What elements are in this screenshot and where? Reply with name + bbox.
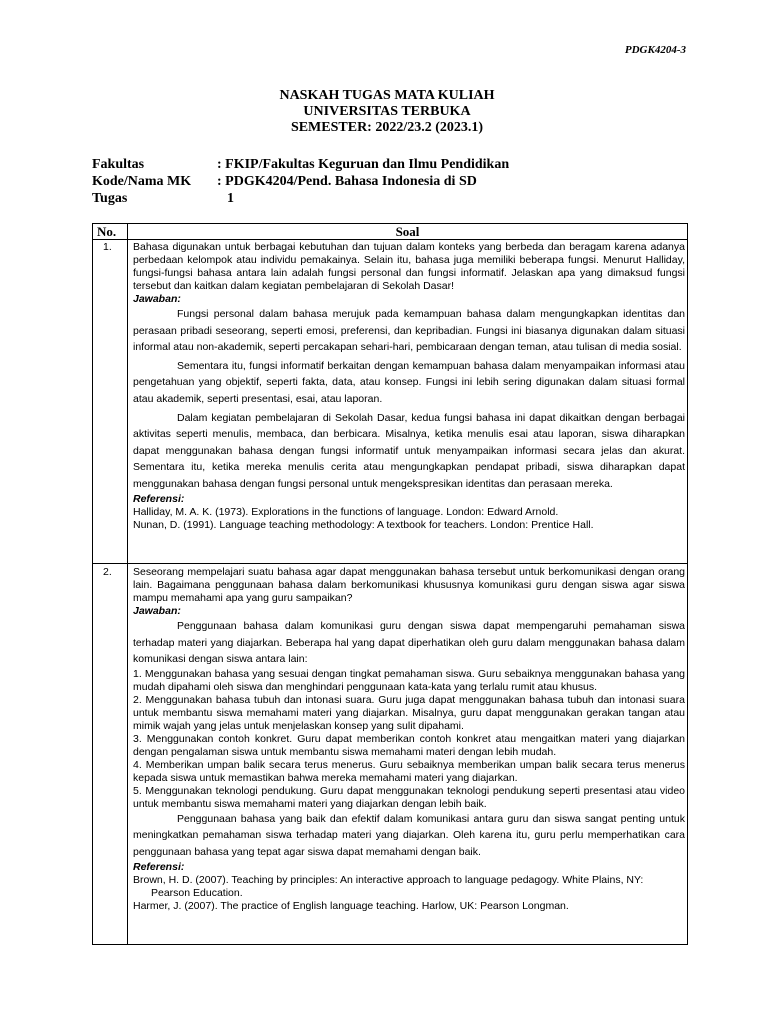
question-2-text: Seseorang mempelajari suatu bahasa agar dapat menggunakan bahasa tersebut untuk berkomunikasi dengan orang lain. Bagaimana penggunaan bahasa dalam berkomunikasi khususnya komunikasi guru dengan siswa agar siswa mampu memahami apa yang guru sampaikan? xyxy=(133,566,685,604)
tugas-label: Tugas xyxy=(92,191,128,206)
answer-1-label: Jawaban: xyxy=(133,293,181,305)
question-table xyxy=(92,223,688,945)
kode-value: : PDGK4204/Pend. Bahasa Indonesia di SD xyxy=(217,174,477,189)
title-line-3: SEMESTER: 2022/23.2 (2023.1) xyxy=(290,120,484,135)
question-2-cell xyxy=(133,566,685,913)
reference-2-item-1: Brown, H. D. (2007). Teaching by principles: An interactive approach to language pedagogy. White Plains, NY: Pearson Education. xyxy=(133,873,644,899)
reference-2-label: Referensi: xyxy=(133,860,185,873)
fakultas-label: Fakultas xyxy=(92,157,145,172)
answer-1-paragraph-2: Sementara itu, fungsi informatif berkaitan dengan kemampuan bahasa dalam menyampaikan informasi atau pengetahuan yang objektif, seperti fakta, data, atau konsep. Fungsi ini lebih sering digunakan dalam situasi formal atau akademik, seperti presentasi, esai, atau laporan. xyxy=(133,359,685,405)
reference-1-label: Referensi: xyxy=(133,492,185,505)
answer-2-item-5: 5. Menggunakan teknologi pendukung. Guru dapat menggunakan teknologi pendukung seperti presentasi atau video untuk membantu siswa memahami materi yang diajarkan dengan lebih baik. xyxy=(133,784,685,810)
question-2-number: 2. xyxy=(103,566,112,578)
kode-label: Kode/Nama MK xyxy=(92,174,192,189)
answer-2-item-2: 2. Menggunakan bahasa tubuh dan intonasi suara. Guru juga dapat menggunakan bahasa tubuh dan intonasi suara untuk membantu siswa memahami materi yang diajarkan. Misalnya, guru dapat menggunakan gerakan tangan atau mimik wajah yang jelas untuk menjelaskan konsep yang sulit dipahami. xyxy=(133,693,685,732)
reference-1-item-2: Nunan, D. (1991). Language teaching methodology: A textbook for teachers. London: Prentice Hall. xyxy=(133,518,594,531)
tugas-row xyxy=(92,190,509,207)
column-divider xyxy=(127,224,128,944)
answer-2-paragraph-1: Penggunaan bahasa dalam komunikasi guru dengan siswa dapat mempengaruhi pemahaman siswa terhadap materi yang diajarkan. Beberapa hal yang dapat diperhatikan oleh guru dalam menggunakan bahasa dalam komunikasi dengan siswa antara lain: xyxy=(133,620,685,666)
document-code: PDGK4204-3 xyxy=(624,44,686,56)
question-1-cell xyxy=(133,241,685,532)
course-info xyxy=(92,156,509,207)
reference-1-item-1: Halliday, M. A. K. (1973). Explorations in the functions of language. London: Edward Arnold. xyxy=(133,505,559,518)
title-line-2: UNIVERSITAS TERBUKA xyxy=(303,104,471,119)
answer-2-item-3: 3. Menggunakan contoh konkret. Guru dapat memberikan contoh konkret atau mengaitkan materi yang diajarkan dengan pengalaman siswa untuk membantu siswa memahami materi dengan lebih mudah. xyxy=(133,732,685,758)
question-1-text: Bahasa digunakan untuk berbagai kebutuhan dan tujuan dalam konteks yang berbeda dan beragam karena adanya perbedaan kelompok atau individu pemakainya. Selain itu, bahasa juga memiliki beberapa fungsi. Menurut Halliday, fungsi-fungsi bahasa antara lain adalah fungsi personal dan fungsi informatif. Jelaskan apa yang dimaksud fungsi tersebut dan kaitkan dalam kegiatan pembelajaran di Sekolah Dasar! xyxy=(133,241,685,292)
fakultas-value: : FKIP/Fakultas Keguruan dan Ilmu Pendidikan xyxy=(217,157,510,172)
answer-1-paragraph-1: Fungsi personal dalam bahasa merujuk pada kemampuan bahasa dalam mengungkapkan identitas dan perasaan pribadi seseorang, seperti emosi, preferensi, dan kepribadian. Fungsi ini biasanya digunakan dalam situasi informal atau non-akademik, seperti percakapan sehari-hari, pembicaraan dengan teman, atau tulisan di media sosial. xyxy=(133,308,685,354)
answer-1-paragraph-3: Dalam kegiatan pembelajaran di Sekolah Dasar, kedua fungsi bahasa ini dapat dikaitkan dengan berbagai aktivitas seperti menulis, membaca, dan berbicara. Misalnya, ketika menulis esai atau laporan, siswa diharapkan dapat menggunakan bahasa dengan fungsi informatif untuk menyampaikan informasi secara jelas dan akurat. Sementara itu, ketika mereka menulis cerita atau mengungkapkan pendapat pribadi, siswa diharapkan dapat menggunakan bahasa dengan fungsi personal untuk mengekspresikan identitas dan perasaan mereka. xyxy=(133,411,685,490)
tugas-value: 1 xyxy=(227,191,234,206)
reference-2-item-2: Harmer, J. (2007). The practice of English language teaching. Harlow, UK: Pearson Longman. xyxy=(133,899,569,912)
document-title xyxy=(0,88,768,136)
title-line-1: NASKAH TUGAS MATA KULIAH xyxy=(279,88,495,103)
header-no: No. xyxy=(97,224,117,239)
answer-2-item-4: 4. Memberikan umpan balik secara terus menerus. Guru sebaiknya memberikan umpan balik secara terus menerus kepada siswa untuk memastikan bahwa mereka memahami materi yang diajarkan. xyxy=(133,758,685,784)
question-1-number: 1. xyxy=(103,241,112,253)
kode-row xyxy=(92,173,509,190)
answer-2-paragraph-2: Penggunaan bahasa yang baik dan efektif dalam komunikasi antara guru dan siswa sangat penting untuk meningkatkan pemahaman siswa terhadap materi yang diajarkan. Oleh karena itu, guru perlu memperhatikan cara penggunaan bahasa yang tepat agar siswa dapat memahami dengan baik. xyxy=(133,812,685,858)
header-soal: Soal xyxy=(395,224,420,239)
row-divider xyxy=(93,563,687,564)
table-header xyxy=(93,224,687,240)
answer-2-item-1: 1. Menggunakan bahasa yang sesuai dengan tingkat pemahaman siswa. Guru sebaiknya menggunakan bahasa yang mudah dipahami oleh siswa dan menghindari penggunaan kata-kata yang terlalu rumit atau khusus. xyxy=(133,667,685,693)
fakultas-row xyxy=(92,156,509,173)
answer-2-label: Jawaban: xyxy=(133,605,181,617)
